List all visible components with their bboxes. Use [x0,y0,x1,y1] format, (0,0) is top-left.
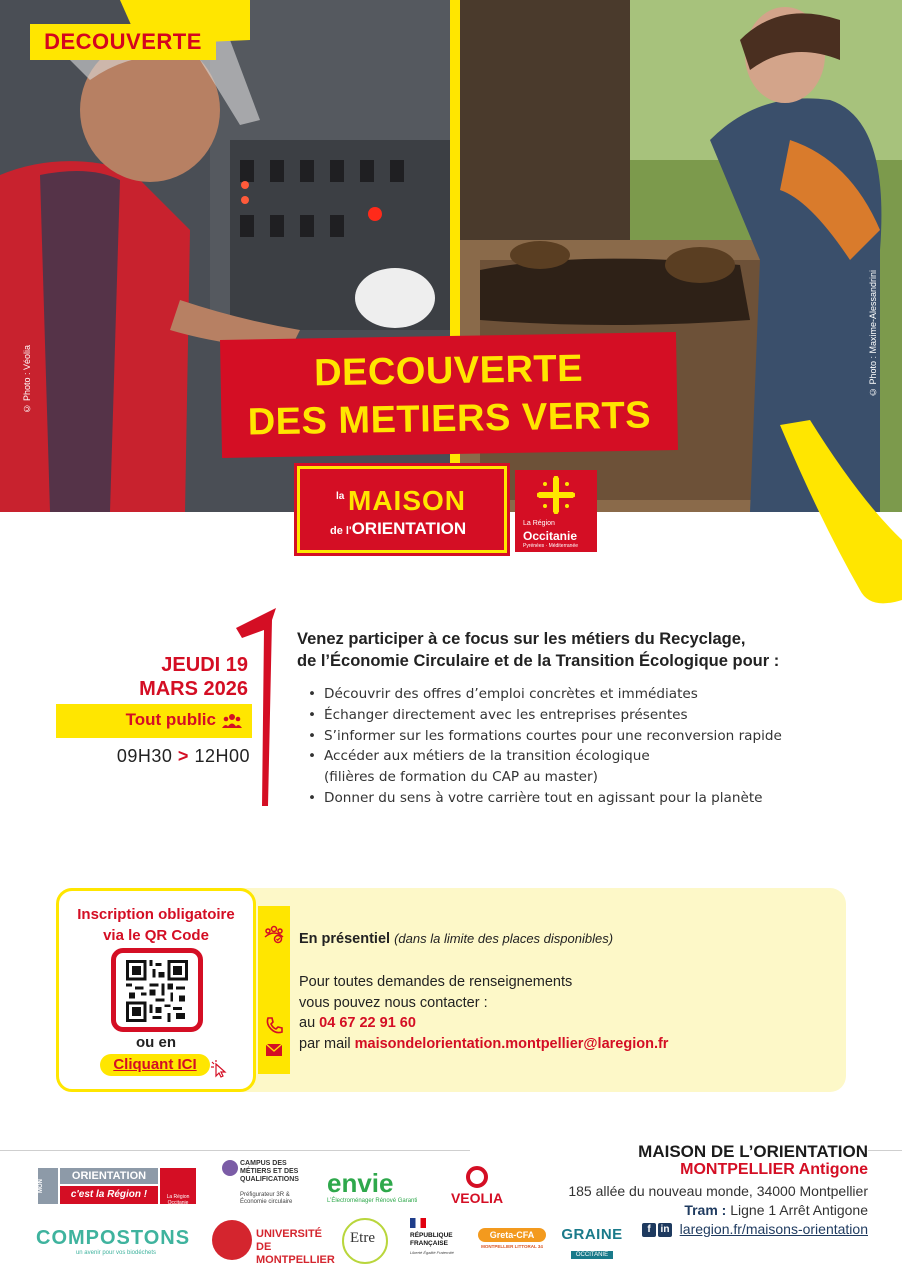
veolia-logo: VEOLIA [444,1166,510,1208]
registration-title: Inscription obligatoire via le QR Code [77,906,235,944]
or-text: ou en [136,1034,176,1051]
venue-name: MAISON DE L’ORIENTATION [470,1142,868,1162]
facebook-icon[interactable]: f [642,1223,656,1237]
attendance-mode: En présentiel (dans la limite des places disponibles) [299,931,614,947]
website-link[interactable]: laregion.fr/maisons-orientation [679,1221,868,1237]
veolia-icon [466,1166,488,1188]
event-time [86,746,250,767]
logo-la: la [336,491,345,502]
region-subtitle: Pyrénées · Méditerranée [523,543,579,549]
contact-line-1: Pour toutes demandes de renseignements [299,974,573,990]
universite-montpellier-logo: UNIVERSITÉ DE MONTPELLIER [212,1220,332,1262]
linkedin-icon[interactable]: in [658,1223,672,1237]
intro-line-1: Venez participer à ce focus sur les métiers du Recyclage, [297,630,746,648]
qr-code[interactable] [126,960,188,1022]
campus-icon [222,1160,238,1176]
event-month: MARS 2026 [139,678,248,700]
phone-number[interactable]: 04 67 22 91 60 [319,1015,416,1031]
logo-maison-word: MAISON [348,485,466,516]
list-item: • Découvrir des offres d’emploi concrètes et immédiates [306,684,866,705]
list-item-continuation: (filières de formation du CAP au master) [324,769,598,786]
universite-icon [212,1220,252,1260]
compostons-logo: COMPOSTONS un avenir pour vos biodéchets [36,1227,191,1256]
intro-line-2: de l’Économie Circulaire et de la Transition Écologique pour : [297,652,780,670]
audience-label: Tout public [125,710,216,729]
graine-occitanie-logo: GRAINE OCCITANIE [561,1226,623,1258]
decorative-swoosh [780,420,902,610]
attendees-icon [264,924,284,944]
list-item: • Accéder aux métiers de la transition écologique [306,746,866,767]
time-end: 12H00 [194,746,250,766]
etre-logo: Etre [342,1218,388,1264]
event-title [220,332,678,458]
venue-address: 185 allée du nouveau monde, 34000 Montpellier [568,1183,868,1199]
intro-text [297,628,857,672]
benefits-list [306,684,866,809]
mon-orientation-logo: MON ORIENTATION c'est la Région ! [38,1168,158,1204]
event-day: JEUDI 19 [161,654,248,676]
envie-logo: envie L’Électroménager Rénové Garanti [327,1168,418,1204]
title-line-2: DES METIERS VERTS [247,394,652,444]
logo-orientation-word: de l'ORIENTATION [330,519,467,538]
contact-info [299,972,668,1054]
french-flag-icon [410,1218,426,1228]
email-row: par mail maisondelorientation.montpellier@laregion.fr [299,1035,669,1052]
photo-credit-left: © Photo : Véolia [22,345,32,414]
audience-band [56,704,252,738]
list-item: • S’informer sur les formations courtes pour une reconversion rapide [306,726,866,747]
campus-metiers-logo: CAMPUS DES MÉTIERS ET DES QUALIFICATIONS Préfigurateur 3R & Économie circulaire [222,1160,312,1210]
contact-line-2: vous pouvez nous contacter : [299,994,488,1011]
mail-icon [264,1040,284,1060]
category-tag: DECOUVERTE [30,24,216,60]
title-line-1: DECOUVERTE [313,347,584,395]
phone-row: au 04 67 22 91 60 [299,1015,416,1031]
time-arrow: > [177,746,189,766]
republique-francaise-logo: RÉPUBLIQUE FRANÇAISE Liberté Égalité Fraternité [410,1218,470,1262]
email-link[interactable]: maisondelorientation.montpellier@laregion.fr [354,1035,669,1052]
region-occitanie-logo [515,470,597,552]
greta-cfa-logo: Greta-CFA MONTPELLIER LITTORAL 34 [478,1228,546,1252]
occitan-cross-icon [537,476,575,514]
photo-credit-right: © Photo : Maxime-Alessandrini [868,270,878,398]
register-link[interactable]: Cliquant ICI [100,1054,210,1076]
region-label: La Région [523,520,555,527]
tram-info: Tram : Ligne 1 Arrêt Antigone [684,1202,868,1218]
list-item: • Donner du sens à votre carrière tout en agissant pour la planète [306,788,866,809]
list-item: • Échanger directement avec les entreprises présentes [306,705,866,726]
red-accent-mark [232,606,282,806]
time-start: 09H30 [116,746,173,766]
region-name: Occitanie [523,529,578,543]
phone-icon [264,1016,284,1036]
occitanie-small-logo: La Région Occitanie [160,1168,196,1204]
venue-location: MONTPELLIER Antigone [680,1161,868,1178]
cursor-click-icon [210,1060,232,1078]
maison-orientation-logo [297,466,507,553]
